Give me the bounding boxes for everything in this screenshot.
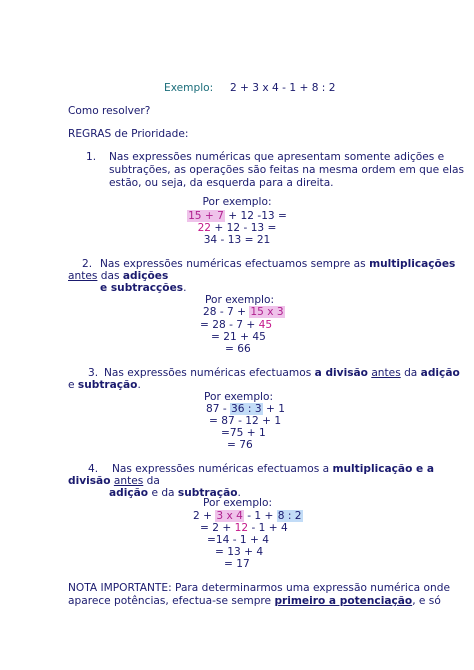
rule4-step2 bbox=[200, 522, 288, 534]
rule4-da: da bbox=[143, 475, 160, 487]
how-to-solve: Como resolver? bbox=[68, 105, 151, 117]
rule1-step1-highlight: 15 + 7 bbox=[188, 210, 224, 222]
rule3-adicao: adição bbox=[420, 367, 460, 379]
example-label: Exemplo: bbox=[164, 82, 214, 94]
rule4-antes: antes bbox=[113, 475, 144, 487]
rule4-subtracao: subtração bbox=[177, 487, 238, 499]
rule4-step1-highlight2: 8 : 2 bbox=[277, 510, 302, 522]
rule4-step2-result1: 12 bbox=[234, 522, 249, 534]
rule2-step3: = 21 + 45 bbox=[211, 331, 266, 343]
rule2-das: das bbox=[97, 270, 123, 282]
rule1-line2: subtrações, as operações são feitas na mesma ordem em que elas bbox=[109, 164, 464, 176]
rule4-step2-mid: - 1 + bbox=[248, 522, 282, 534]
rule2-line3 bbox=[100, 282, 186, 294]
rule3-line2 bbox=[68, 379, 141, 391]
rule4-line2 bbox=[68, 475, 160, 487]
rule3-antes: antes bbox=[371, 367, 401, 379]
rule3-example-heading: Por exemplo: bbox=[204, 391, 274, 403]
rule2-line2 bbox=[68, 270, 168, 282]
rules-title: REGRAS de Prioridade: bbox=[68, 128, 189, 140]
rule3-step1-text: 87 - bbox=[206, 403, 231, 415]
rule4-step5: = 17 bbox=[224, 558, 250, 570]
rule1-example-heading: Por exemplo: bbox=[202, 196, 272, 208]
rule1-number: 1. bbox=[86, 151, 97, 163]
rule2-step4: = 66 bbox=[225, 343, 251, 355]
rule4-step1-mid: - 1 + bbox=[243, 510, 277, 522]
example-expression: 2 + 3 x 4 - 1 + 8 : 2 bbox=[229, 82, 336, 94]
rule1-line3: estão, ou seja, da esquerda para a direita. bbox=[109, 177, 334, 189]
rule4-step1-highlight1: 3 x 4 bbox=[216, 510, 243, 522]
rule4-line1 bbox=[112, 463, 434, 475]
rule3-period: . bbox=[137, 379, 141, 391]
example-line bbox=[164, 82, 335, 94]
note-end: , e só bbox=[412, 595, 441, 607]
rule3-subtracao: subtração bbox=[77, 379, 138, 391]
rule3-step1-highlight: 36 : 3 bbox=[231, 403, 262, 415]
rule3-step1 bbox=[206, 403, 285, 415]
rule3-number: 3. bbox=[88, 367, 99, 379]
rule2-adicoes: adições bbox=[122, 270, 169, 282]
rule4-eda: e da bbox=[148, 487, 178, 499]
rule2-period: . bbox=[183, 282, 187, 294]
rule1-step2-rest: + 12 - 13 = bbox=[211, 222, 277, 234]
rule2-text: Nas expressões numéricas efectuamos sempre as bbox=[100, 258, 370, 270]
rule4-step2-result2: 4 bbox=[281, 522, 288, 534]
rule3-step4: = 76 bbox=[227, 439, 253, 451]
rule1-step1 bbox=[0, 210, 474, 222]
rule4-number: 4. bbox=[88, 463, 99, 475]
rule3-step1-rest: + 1 bbox=[262, 403, 285, 415]
rule3-e: e bbox=[68, 379, 78, 391]
rule4-example-heading: Por exemplo: bbox=[203, 497, 273, 509]
rule1-step1-rest: + 12 -13 = bbox=[224, 210, 287, 222]
rule2-step2 bbox=[200, 319, 272, 331]
rule2-example-heading: Por exemplo: bbox=[205, 294, 275, 306]
rule2-line1 bbox=[100, 258, 455, 270]
rule4-step1-text: 2 + bbox=[193, 510, 216, 522]
rule2-step1-highlight: 15 x 3 bbox=[250, 306, 284, 318]
rule3-divisao: a divisão bbox=[314, 367, 368, 379]
rule2-step1-text: 28 - 7 + bbox=[203, 306, 250, 318]
rule3-da: da bbox=[400, 367, 421, 379]
rule4-emphasis: multiplicação e a bbox=[332, 463, 435, 475]
rule4-step2-text: = 2 + bbox=[200, 522, 235, 534]
rule2-step1 bbox=[203, 306, 285, 318]
rule4-adicao: adição bbox=[109, 487, 149, 499]
rule4-step3: =14 - 1 + 4 bbox=[207, 534, 270, 546]
rule1-step2 bbox=[0, 222, 474, 234]
note-emphasis: primeiro a potenciação bbox=[274, 595, 413, 607]
rule2-antes: antes bbox=[68, 270, 98, 282]
rule2-step2-result: 45 bbox=[258, 319, 273, 331]
rule2-subtraccoes: e subtracções bbox=[100, 282, 184, 294]
rule1-step3: 34 - 13 = 21 bbox=[203, 234, 271, 246]
rule4-period: . bbox=[237, 487, 241, 499]
rule4-text: Nas expressões numéricas efectuamos a bbox=[112, 463, 333, 475]
note-line2 bbox=[68, 595, 441, 607]
rule2-step2-text: = 28 - 7 + bbox=[200, 319, 259, 331]
note-text: aparece potências, efectua-se sempre bbox=[68, 595, 275, 607]
rule2-number: 2. bbox=[82, 258, 93, 270]
rule4-step1 bbox=[193, 510, 303, 522]
rule3-step3: =75 + 1 bbox=[221, 427, 266, 439]
note-line1: NOTA IMPORTANTE: Para determinarmos uma expressão numérica onde bbox=[68, 582, 450, 594]
rule1-line1: Nas expressões numéricas que apresentam somente adições e bbox=[109, 151, 445, 163]
rule4-divisao: divisão bbox=[68, 475, 111, 487]
rule3-text: Nas expressões numéricas efectuamos bbox=[104, 367, 315, 379]
rule1-step2-result: 22 bbox=[197, 222, 212, 234]
rule2-emphasis: multiplicações bbox=[369, 258, 456, 270]
rule3-step2: = 87 - 12 + 1 bbox=[209, 415, 282, 427]
rule4-step4: = 13 + 4 bbox=[215, 546, 264, 558]
rule3-line1 bbox=[104, 367, 460, 379]
